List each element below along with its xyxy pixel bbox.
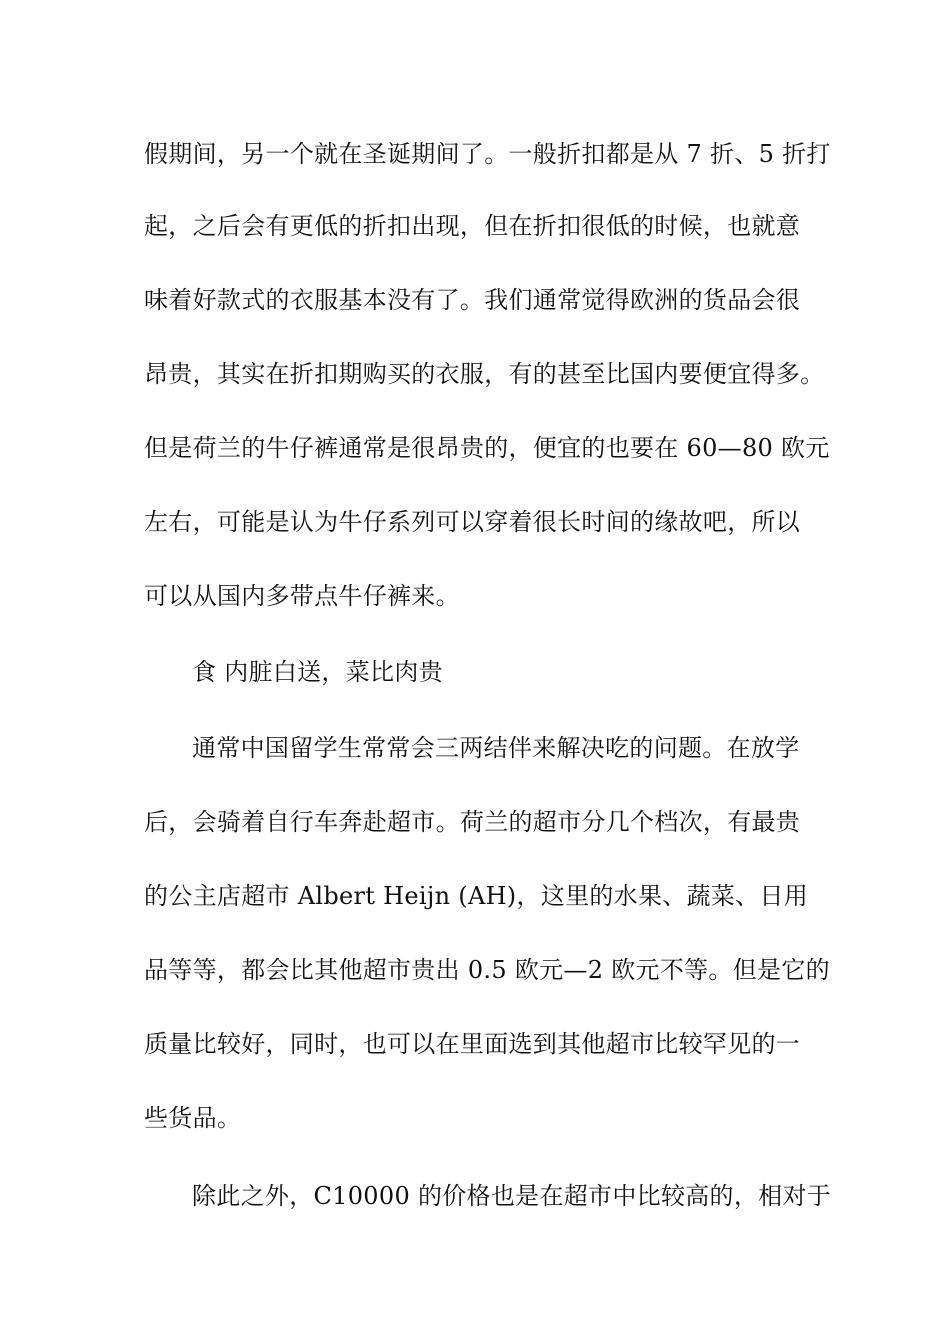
paragraph-line: 味着好款式的衣服基本没有了。我们通常觉得欧洲的货品会很: [144, 286, 801, 314]
paragraph-line: 可以从国内多带点牛仔裤来。: [144, 582, 460, 610]
paragraph-line: 后，会骑着自行车奔赴超市。荷兰的超市分几个档次，有最贵: [144, 808, 801, 836]
paragraph-line: 起，之后会有更低的折扣出现，但在折扣很低的时候，也就意: [144, 212, 801, 240]
paragraph-line: 但是荷兰的牛仔裤通常是很昂贵的，便宜的也要在 60—80 欧元: [144, 434, 830, 462]
paragraph-line: 些货品。: [144, 1104, 242, 1132]
paragraph-line: 假期间，另一个就在圣诞期间了。一般折扣都是从 7 折、5 折打: [144, 140, 831, 168]
paragraph-line: 质量比较好，同时，也可以在里面选到其他超市比较罕见的一: [144, 1030, 801, 1058]
paragraph-line: 除此之外，C10000 的价格也是在超市中比较高的，相对于: [192, 1182, 832, 1210]
section-heading: 食 内脏白送，菜比肉贵: [192, 658, 443, 686]
paragraph-line: 昂贵，其实在折扣期购买的衣服，有的甚至比国内要便宜得多。: [144, 360, 825, 388]
paragraph-line: 通常中国留学生常常会三两结伴来解决吃的问题。在放学: [192, 734, 800, 762]
paragraph-line: 左右，可能是认为牛仔系列可以穿着很长时间的缘故吧，所以: [144, 508, 801, 536]
paragraph-line: 品等等，都会比其他超市贵出 0.5 欧元—2 欧元不等。但是它的: [144, 956, 830, 984]
paragraph-line: 的公主店超市 Albert Heijn (AH)，这里的水果、蔬菜、日用: [144, 882, 809, 910]
